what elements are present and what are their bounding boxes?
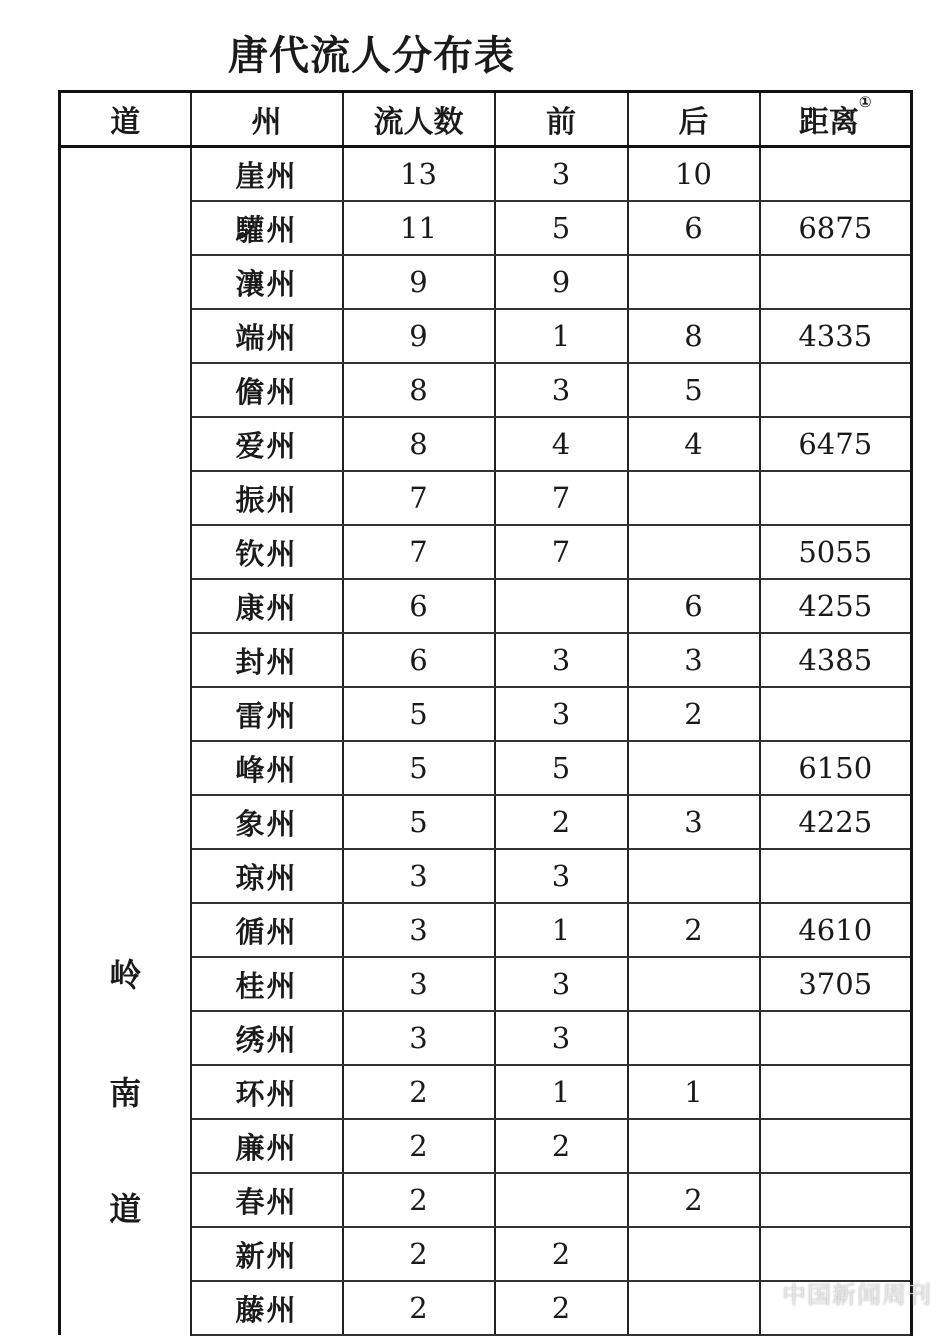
distance-cell: 4385 [760, 633, 912, 687]
distance-cell [760, 255, 912, 309]
zhou-cell: 爱州 [191, 417, 343, 471]
after-cell: 10 [628, 147, 760, 202]
count-cell: 2 [343, 1281, 495, 1335]
count-cell: 6 [343, 579, 495, 633]
dao-name-char: 道 [109, 1190, 142, 1228]
count-cell: 7 [343, 471, 495, 525]
zhou-cell: 雷州 [191, 687, 343, 741]
distance-cell: 6875 [760, 201, 912, 255]
distance-cell: 3705 [760, 957, 912, 1011]
distance-cell [760, 1119, 912, 1173]
distance-cell [760, 1227, 912, 1281]
distance-cell [760, 687, 912, 741]
count-cell: 2 [343, 1173, 495, 1227]
zhou-cell: 儋州 [191, 363, 343, 417]
before-cell: 7 [495, 525, 628, 579]
table-title: 唐代流人分布表 [228, 33, 515, 79]
after-cell [628, 525, 760, 579]
count-cell: 2 [343, 1227, 495, 1281]
distance-cell: 4335 [760, 309, 912, 363]
before-cell: 4 [495, 417, 628, 471]
header-count: 流人数 [343, 92, 495, 147]
after-cell: 6 [628, 201, 760, 255]
before-cell [495, 1173, 628, 1227]
zhou-cell: 振州 [191, 471, 343, 525]
distance-cell: 4255 [760, 579, 912, 633]
count-cell: 6 [343, 633, 495, 687]
zhou-cell: 新州 [191, 1227, 343, 1281]
zhou-cell: 封州 [191, 633, 343, 687]
count-cell: 5 [343, 741, 495, 795]
zhou-cell: 钦州 [191, 525, 343, 579]
before-cell: 7 [495, 471, 628, 525]
zhou-cell: 端州 [191, 309, 343, 363]
after-cell [628, 849, 760, 903]
after-cell: 8 [628, 309, 760, 363]
zhou-cell: 环州 [191, 1065, 343, 1119]
zhou-cell: 驩州 [191, 201, 343, 255]
after-cell: 2 [628, 903, 760, 957]
after-cell: 2 [628, 687, 760, 741]
before-cell: 3 [495, 363, 628, 417]
distribution-table-wrapper [58, 90, 910, 1336]
dao-cell [60, 147, 191, 1336]
zhou-cell: 绣州 [191, 1011, 343, 1065]
distance-cell [760, 147, 912, 202]
before-cell: 2 [495, 1281, 628, 1335]
distance-cell: 6150 [760, 741, 912, 795]
after-cell: 3 [628, 633, 760, 687]
zhou-cell: 循州 [191, 903, 343, 957]
count-cell: 7 [343, 525, 495, 579]
header-distance-label: 距离 [798, 105, 859, 140]
after-cell: 4 [628, 417, 760, 471]
after-cell [628, 471, 760, 525]
zhou-cell: 廉州 [191, 1119, 343, 1173]
zhou-cell: 峰州 [191, 741, 343, 795]
table-row [60, 147, 912, 202]
count-cell: 9 [343, 255, 495, 309]
count-cell: 2 [343, 1065, 495, 1119]
count-cell: 11 [343, 201, 495, 255]
zhou-cell: 崖州 [191, 147, 343, 202]
count-cell: 2 [343, 1119, 495, 1173]
zhou-cell: 桂州 [191, 957, 343, 1011]
after-cell: 5 [628, 363, 760, 417]
watermark: 中国新闻周刊 [782, 1281, 932, 1309]
count-cell: 3 [343, 849, 495, 903]
after-cell: 2 [628, 1173, 760, 1227]
zhou-cell: 瀼州 [191, 255, 343, 309]
before-cell: 2 [495, 1227, 628, 1281]
before-cell: 3 [495, 957, 628, 1011]
before-cell: 5 [495, 201, 628, 255]
before-cell: 1 [495, 1065, 628, 1119]
after-cell [628, 1227, 760, 1281]
count-cell: 9 [343, 309, 495, 363]
before-cell [495, 579, 628, 633]
distance-cell: 4610 [760, 903, 912, 957]
table-header [60, 92, 912, 147]
dao-name-char: 岭 [109, 956, 142, 994]
zhou-cell: 象州 [191, 795, 343, 849]
zhou-cell: 康州 [191, 579, 343, 633]
distance-cell [760, 849, 912, 903]
header-before: 前 [495, 92, 628, 147]
before-cell: 3 [495, 687, 628, 741]
table-body [60, 147, 912, 1336]
after-cell [628, 255, 760, 309]
distance-cell [760, 1011, 912, 1065]
distance-cell [760, 1065, 912, 1119]
distribution-table [58, 90, 913, 1336]
count-cell: 3 [343, 957, 495, 1011]
header-row [60, 92, 912, 147]
before-cell: 3 [495, 1011, 628, 1065]
after-cell [628, 1281, 760, 1335]
count-cell: 5 [343, 687, 495, 741]
header-zhou: 州 [191, 92, 343, 147]
count-cell: 8 [343, 417, 495, 471]
zhou-cell: 藤州 [191, 1281, 343, 1335]
count-cell: 3 [343, 903, 495, 957]
after-cell: 3 [628, 795, 760, 849]
after-cell [628, 741, 760, 795]
distance-cell: 5055 [760, 525, 912, 579]
count-cell: 5 [343, 795, 495, 849]
after-cell [628, 957, 760, 1011]
dao-name-char: 南 [109, 1074, 142, 1112]
distance-cell: 6475 [760, 417, 912, 471]
before-cell: 2 [495, 795, 628, 849]
after-cell: 1 [628, 1065, 760, 1119]
count-cell: 13 [343, 147, 495, 202]
before-cell: 1 [495, 309, 628, 363]
before-cell: 9 [495, 255, 628, 309]
after-cell [628, 1011, 760, 1065]
zhou-cell: 琼州 [191, 849, 343, 903]
distance-cell [760, 471, 912, 525]
after-cell [628, 1119, 760, 1173]
footnote-marker: ① [858, 93, 872, 111]
count-cell: 3 [343, 1011, 495, 1065]
header-dao: 道 [60, 92, 191, 147]
header-after: 后 [628, 92, 760, 147]
zhou-cell: 春州 [191, 1173, 343, 1227]
before-cell: 1 [495, 903, 628, 957]
count-cell: 8 [343, 363, 495, 417]
distance-cell [760, 363, 912, 417]
before-cell: 3 [495, 633, 628, 687]
header-distance [760, 92, 912, 147]
distance-cell [760, 1173, 912, 1227]
before-cell: 3 [495, 849, 628, 903]
distance-cell: 4225 [760, 795, 912, 849]
before-cell: 5 [495, 741, 628, 795]
before-cell: 3 [495, 147, 628, 202]
after-cell: 6 [628, 579, 760, 633]
before-cell: 2 [495, 1119, 628, 1173]
